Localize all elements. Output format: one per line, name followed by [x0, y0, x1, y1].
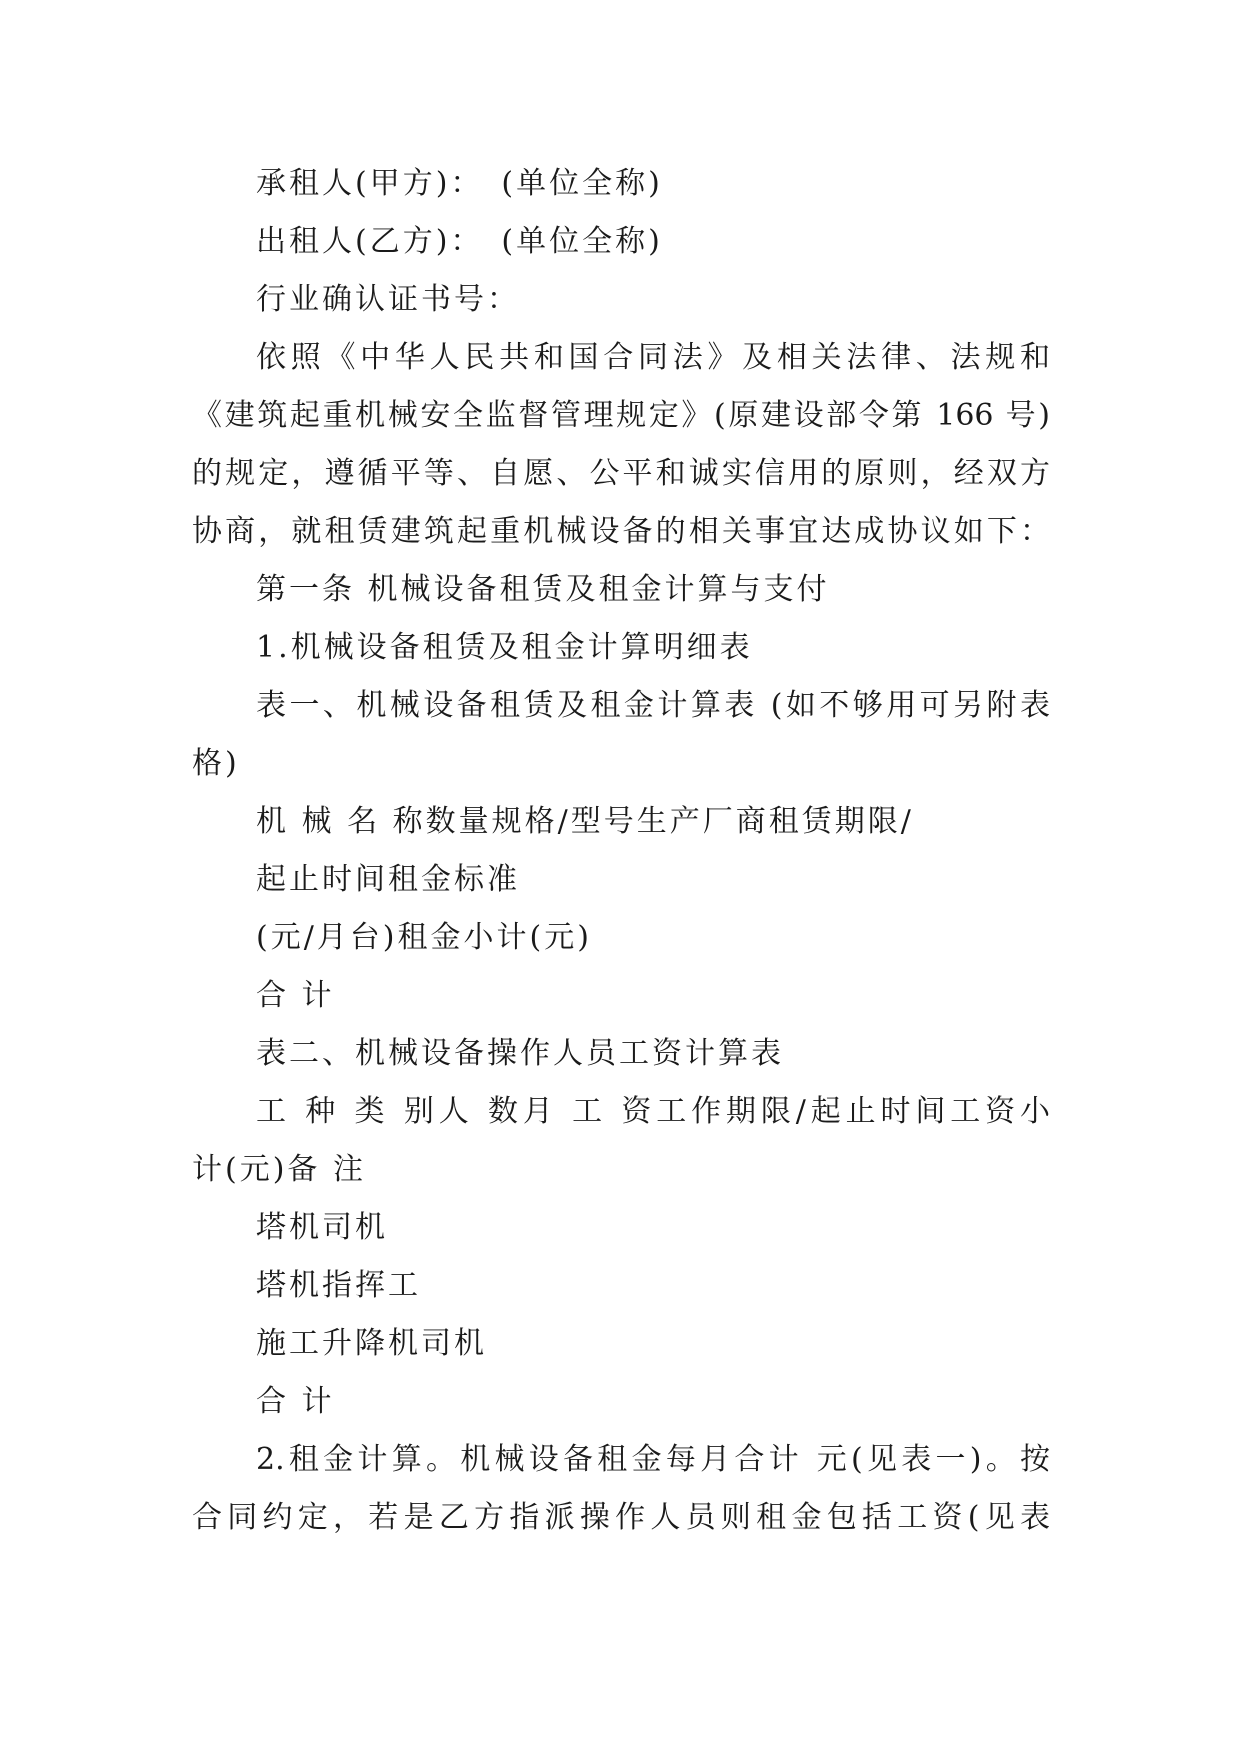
lessor-line: 出租人(乙方)： (单位全称) — [256, 224, 663, 259]
item-2-line-1: 2.租金计算。机械设备租金每月合计 元(见表一)。按 — [256, 1442, 1050, 1477]
preamble-line-4: 协商，就租赁建筑起重机械设备的相关事宜达成协议如下： — [192, 514, 1050, 549]
row-tower-crane-signaller: 塔机指挥工 — [256, 1268, 421, 1303]
article-one-heading: 第一条 机械设备租赁及租金计算与支付 — [256, 572, 830, 607]
table-two-total: 合 计 — [256, 1384, 335, 1419]
row-tower-crane-operator: 塔机司机 — [256, 1210, 388, 1245]
preamble-line-2: 《建筑起重机械安全监督管理规定》(原建设部令第 166 号) — [192, 398, 1050, 433]
table-one-header-3: (元/月台)租金小计(元) — [256, 920, 592, 955]
table-two-header-1: 工 种 类 别人 数月 工 资工作期限/起止时间工资小 — [256, 1094, 1050, 1129]
table-two-title: 表二、机械设备操作人员工资计算表 — [256, 1036, 784, 1071]
table-one-header-1: 机 械 名 称数量规格/型号生产厂商租赁期限/ — [256, 804, 914, 839]
table-one-total: 合 计 — [256, 978, 335, 1013]
lessee-line: 承租人(甲方)： (单位全称) — [256, 166, 663, 201]
item-1-heading: 1.机械设备租赁及租金计算明细表 — [256, 630, 753, 665]
certificate-number-line: 行业确认证书号： — [256, 282, 520, 317]
table-two-header-2: 计(元)备 注 — [192, 1152, 366, 1187]
table-one-title-cont: 格) — [192, 746, 240, 781]
preamble-line-1: 依照《中华人民共和国合同法》及相关法律、法规和 — [256, 340, 1050, 375]
item-2-line-2: 合同约定，若是乙方指派操作人员则租金包括工资(见表 — [192, 1500, 1050, 1535]
row-hoist-operator: 施工升降机司机 — [256, 1326, 487, 1361]
preamble-line-3: 的规定，遵循平等、自愿、公平和诚实信用的原则，经双方 — [192, 456, 1050, 491]
table-one-header-2: 起止时间租金标准 — [256, 862, 520, 897]
table-one-title: 表一、机械设备租赁及租金计算表 (如不够用可另附表 — [256, 688, 1050, 723]
